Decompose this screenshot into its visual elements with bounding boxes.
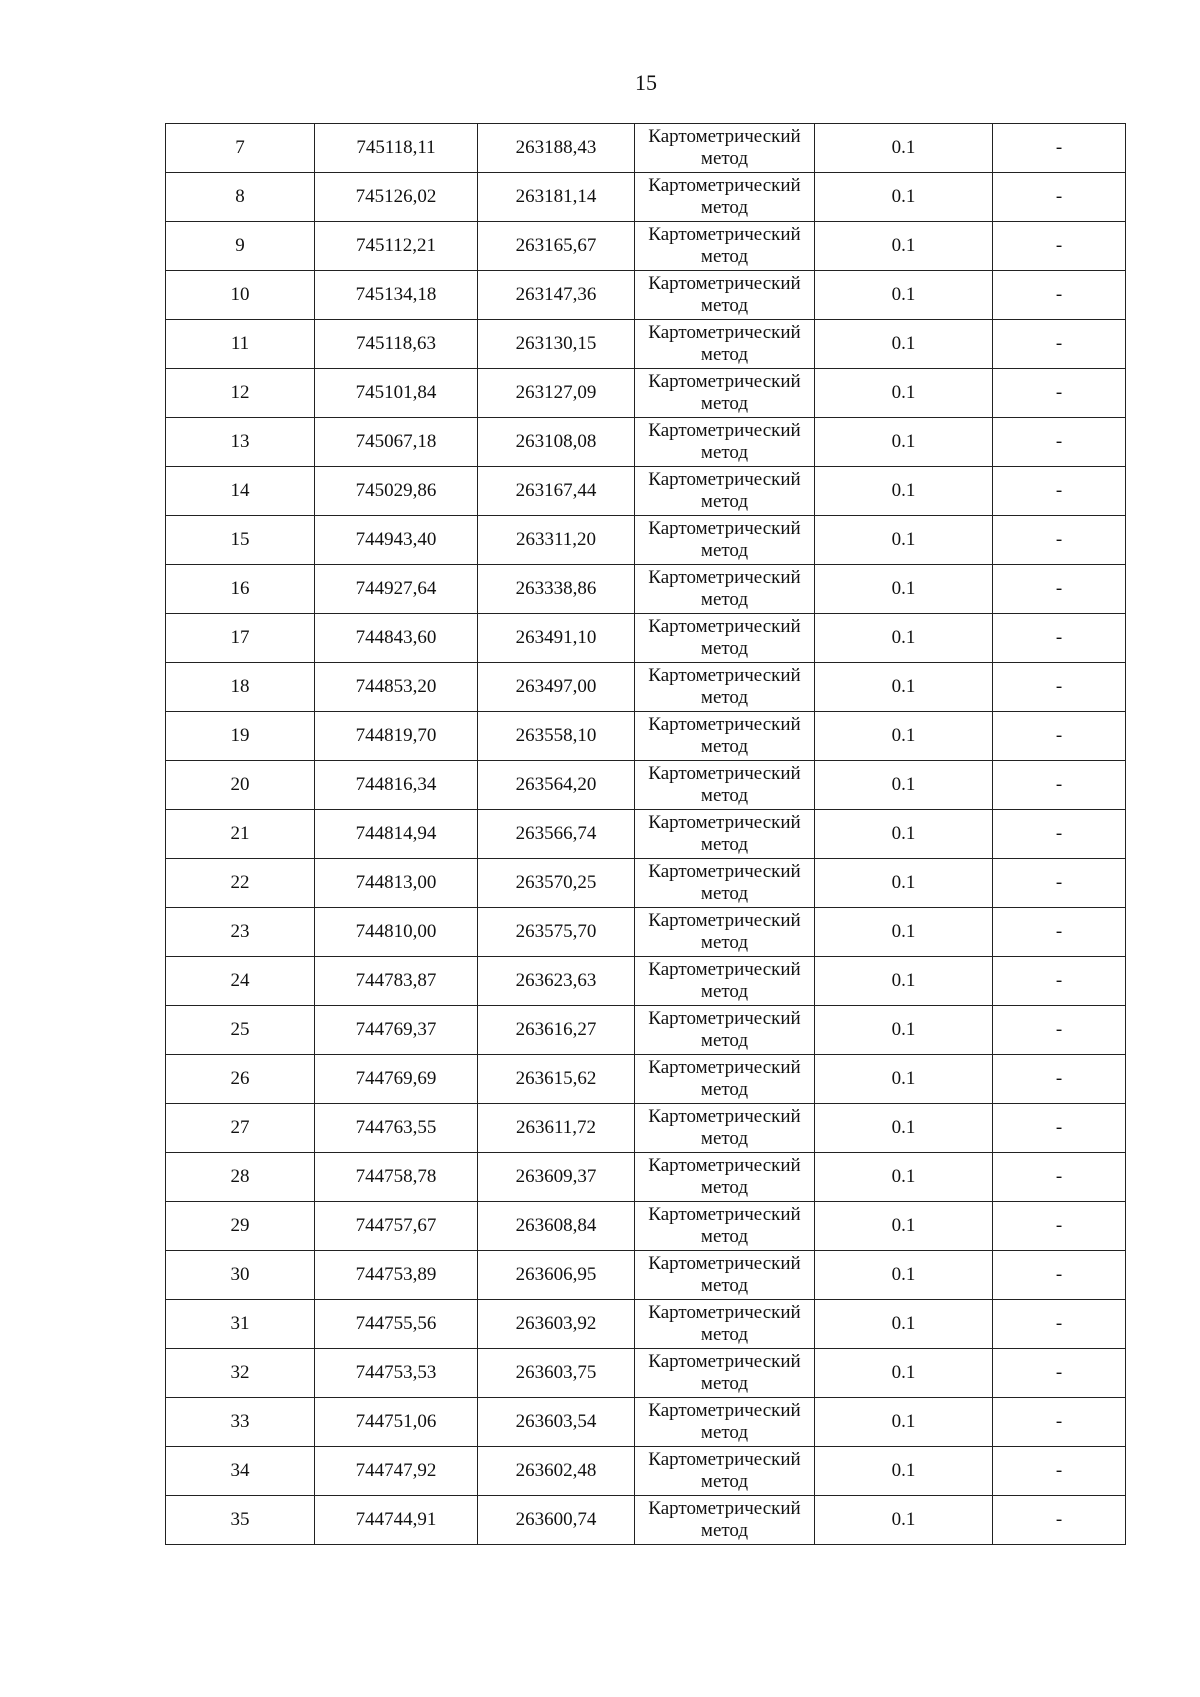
accuracy-cell: 0.1 — [815, 712, 993, 761]
method-line-2: метод — [700, 540, 749, 561]
point-number-cell — [166, 859, 315, 908]
description-cell: - — [993, 271, 1126, 320]
method-line-2: метод — [700, 197, 749, 218]
point-number-cell — [166, 418, 315, 467]
point-number: 29 — [230, 1215, 250, 1236]
table-row — [166, 1202, 1126, 1251]
method-cell — [635, 614, 815, 663]
x-coordinate-cell: 744758,78 — [315, 1153, 478, 1202]
point-number-cell — [166, 320, 315, 369]
y-coordinate-cell: 263181,14 — [478, 173, 635, 222]
table-row — [166, 1398, 1126, 1447]
method-line-2: метод — [700, 1373, 749, 1394]
y-coordinate-cell: 263608,84 — [478, 1202, 635, 1251]
x-coordinate-cell: 744751,06 — [315, 1398, 478, 1447]
accuracy-cell: 0.1 — [815, 1300, 993, 1349]
method-line-1: Картометрический — [648, 224, 801, 245]
accuracy-cell: 0.1 — [815, 957, 993, 1006]
method-line-1: Картометрический — [648, 1204, 801, 1225]
method-cell — [635, 1055, 815, 1104]
description-cell: - — [993, 516, 1126, 565]
x-coordinate-cell: 744927,64 — [315, 565, 478, 614]
description-cell: - — [993, 369, 1126, 418]
table-row — [166, 1006, 1126, 1055]
x-coordinate-cell: 744814,94 — [315, 810, 478, 859]
method-cell — [635, 516, 815, 565]
y-coordinate-cell: 263558,10 — [478, 712, 635, 761]
point-number: 35 — [230, 1509, 250, 1530]
method-line-2: метод — [700, 1226, 749, 1247]
y-coordinate-cell: 263570,25 — [478, 859, 635, 908]
table-row — [166, 173, 1126, 222]
coordinates-table — [165, 123, 1126, 1545]
method-line-2: метод — [700, 1079, 749, 1100]
accuracy-cell: 0.1 — [815, 663, 993, 712]
point-number-cell — [166, 1055, 315, 1104]
method-line-1: Картометрический — [648, 910, 801, 931]
method-line-1: Картометрический — [648, 1302, 801, 1323]
accuracy-cell: 0.1 — [815, 1496, 993, 1545]
point-number: 8 — [235, 186, 245, 207]
x-coordinate-cell: 744819,70 — [315, 712, 478, 761]
point-number: 25 — [230, 1019, 250, 1040]
point-number-cell — [166, 1398, 315, 1447]
method-cell — [635, 1447, 815, 1496]
method-line-2: метод — [700, 1471, 749, 1492]
accuracy-cell: 0.1 — [815, 1153, 993, 1202]
method-line-2: метод — [700, 981, 749, 1002]
method-line-1: Картометрический — [648, 1155, 801, 1176]
method-line-1: Картометрический — [648, 175, 801, 196]
method-line-1: Картометрический — [648, 420, 801, 441]
point-number: 10 — [230, 284, 250, 305]
point-number: 31 — [230, 1313, 250, 1334]
y-coordinate-cell: 263564,20 — [478, 761, 635, 810]
description-cell: - — [993, 1055, 1126, 1104]
y-coordinate-cell: 263165,67 — [478, 222, 635, 271]
point-number: 14 — [230, 480, 250, 501]
method-line-2: метод — [700, 1324, 749, 1345]
y-coordinate-cell: 263603,54 — [478, 1398, 635, 1447]
method-line-1: Картометрический — [648, 371, 801, 392]
point-number: 19 — [230, 725, 250, 746]
method-line-2: метод — [700, 246, 749, 267]
description-cell: - — [993, 222, 1126, 271]
method-line-1: Картометрический — [648, 1351, 801, 1372]
description-cell: - — [993, 173, 1126, 222]
accuracy-cell: 0.1 — [815, 1398, 993, 1447]
y-coordinate-cell: 263127,09 — [478, 369, 635, 418]
point-number-cell — [166, 173, 315, 222]
method-cell — [635, 957, 815, 1006]
accuracy-cell: 0.1 — [815, 1006, 993, 1055]
point-number: 21 — [230, 823, 250, 844]
method-cell — [635, 1104, 815, 1153]
method-line-2: метод — [700, 1520, 749, 1541]
method-line-2: метод — [700, 491, 749, 512]
x-coordinate-cell: 745118,11 — [315, 124, 478, 173]
point-number-cell — [166, 516, 315, 565]
accuracy-cell: 0.1 — [815, 516, 993, 565]
method-line-1: Картометрический — [648, 812, 801, 833]
method-line-2: метод — [700, 344, 749, 365]
y-coordinate-cell: 263338,86 — [478, 565, 635, 614]
y-coordinate-cell: 263606,95 — [478, 1251, 635, 1300]
y-coordinate-cell: 263497,00 — [478, 663, 635, 712]
point-number: 24 — [230, 970, 250, 991]
description-cell: - — [993, 1300, 1126, 1349]
point-number: 23 — [230, 921, 250, 942]
method-cell — [635, 1153, 815, 1202]
method-cell — [635, 1202, 815, 1251]
y-coordinate-cell: 263603,92 — [478, 1300, 635, 1349]
accuracy-cell: 0.1 — [815, 614, 993, 663]
method-cell — [635, 1349, 815, 1398]
x-coordinate-cell: 745101,84 — [315, 369, 478, 418]
table-row — [166, 614, 1126, 663]
accuracy-cell: 0.1 — [815, 1202, 993, 1251]
point-number: 20 — [230, 774, 250, 795]
accuracy-cell: 0.1 — [815, 369, 993, 418]
method-cell — [635, 1006, 815, 1055]
point-number: 11 — [230, 333, 250, 354]
table-row — [166, 418, 1126, 467]
method-cell — [635, 467, 815, 516]
method-cell — [635, 271, 815, 320]
accuracy-cell: 0.1 — [815, 1447, 993, 1496]
table-row — [166, 565, 1126, 614]
point-number: 22 — [230, 872, 250, 893]
table-row — [166, 369, 1126, 418]
accuracy-cell: 0.1 — [815, 810, 993, 859]
y-coordinate-cell: 263623,63 — [478, 957, 635, 1006]
method-cell — [635, 369, 815, 418]
accuracy-cell: 0.1 — [815, 320, 993, 369]
x-coordinate-cell: 745126,02 — [315, 173, 478, 222]
point-number-cell — [166, 467, 315, 516]
method-line-2: метод — [700, 1275, 749, 1296]
method-line-1: Картометрический — [648, 1106, 801, 1127]
point-number: 13 — [230, 431, 250, 452]
method-cell — [635, 173, 815, 222]
point-number-cell — [166, 565, 315, 614]
table-row — [166, 1300, 1126, 1349]
point-number-cell — [166, 1349, 315, 1398]
description-cell: - — [993, 1447, 1126, 1496]
x-coordinate-cell: 745067,18 — [315, 418, 478, 467]
accuracy-cell: 0.1 — [815, 1104, 993, 1153]
y-coordinate-cell: 263603,75 — [478, 1349, 635, 1398]
accuracy-cell: 0.1 — [815, 859, 993, 908]
method-line-1: Картометрический — [648, 861, 801, 882]
point-number-cell — [166, 908, 315, 957]
point-number-cell — [166, 1300, 315, 1349]
table-row — [166, 467, 1126, 516]
method-cell — [635, 222, 815, 271]
method-line-1: Картометрический — [648, 959, 801, 980]
y-coordinate-cell: 263616,27 — [478, 1006, 635, 1055]
x-coordinate-cell: 744753,53 — [315, 1349, 478, 1398]
method-line-1: Картометрический — [648, 1400, 801, 1421]
method-line-2: метод — [700, 638, 749, 659]
method-cell — [635, 761, 815, 810]
accuracy-cell: 0.1 — [815, 173, 993, 222]
x-coordinate-cell: 744816,34 — [315, 761, 478, 810]
y-coordinate-cell: 263491,10 — [478, 614, 635, 663]
x-coordinate-cell: 744757,67 — [315, 1202, 478, 1251]
accuracy-cell: 0.1 — [815, 565, 993, 614]
point-number-cell — [166, 1202, 315, 1251]
method-line-1: Картометрический — [648, 1057, 801, 1078]
description-cell: - — [993, 810, 1126, 859]
method-line-1: Картометрический — [648, 469, 801, 490]
y-coordinate-cell: 263575,70 — [478, 908, 635, 957]
description-cell: - — [993, 320, 1126, 369]
method-line-1: Картометрический — [648, 322, 801, 343]
method-cell — [635, 810, 815, 859]
point-number: 30 — [230, 1264, 250, 1285]
accuracy-cell: 0.1 — [815, 761, 993, 810]
point-number-cell — [166, 712, 315, 761]
point-number: 12 — [230, 382, 250, 403]
x-coordinate-cell: 744747,92 — [315, 1447, 478, 1496]
method-cell — [635, 1496, 815, 1545]
point-number-cell — [166, 957, 315, 1006]
table-row — [166, 320, 1126, 369]
point-number-cell — [166, 369, 315, 418]
point-number-cell — [166, 1153, 315, 1202]
point-number-cell — [166, 810, 315, 859]
point-number-cell — [166, 1496, 315, 1545]
y-coordinate-cell: 263566,74 — [478, 810, 635, 859]
method-cell — [635, 663, 815, 712]
x-coordinate-cell: 744943,40 — [315, 516, 478, 565]
point-number: 15 — [230, 529, 250, 550]
method-line-1: Картометрический — [648, 1253, 801, 1274]
accuracy-cell: 0.1 — [815, 222, 993, 271]
method-line-1: Картометрический — [648, 567, 801, 588]
y-coordinate-cell: 263615,62 — [478, 1055, 635, 1104]
table-row — [166, 1104, 1126, 1153]
x-coordinate-cell: 744810,00 — [315, 908, 478, 957]
point-number: 27 — [230, 1117, 250, 1138]
table-row — [166, 810, 1126, 859]
x-coordinate-cell: 744755,56 — [315, 1300, 478, 1349]
point-number: 18 — [230, 676, 250, 697]
table-row — [166, 222, 1126, 271]
method-line-2: метод — [700, 442, 749, 463]
point-number-cell — [166, 663, 315, 712]
method-line-2: метод — [700, 932, 749, 953]
description-cell: - — [993, 859, 1126, 908]
method-line-1: Картометрический — [648, 665, 801, 686]
accuracy-cell: 0.1 — [815, 271, 993, 320]
y-coordinate-cell: 263609,37 — [478, 1153, 635, 1202]
table-row — [166, 1251, 1126, 1300]
method-cell — [635, 1300, 815, 1349]
point-number-cell — [166, 1447, 315, 1496]
x-coordinate-cell: 744769,37 — [315, 1006, 478, 1055]
x-coordinate-cell: 744769,69 — [315, 1055, 478, 1104]
description-cell: - — [993, 1496, 1126, 1545]
method-line-2: метод — [700, 589, 749, 610]
y-coordinate-cell: 263147,36 — [478, 271, 635, 320]
table-row — [166, 1055, 1126, 1104]
method-line-2: метод — [700, 834, 749, 855]
description-cell: - — [993, 1006, 1126, 1055]
point-number-cell — [166, 1251, 315, 1300]
table-row — [166, 908, 1126, 957]
x-coordinate-cell: 744783,87 — [315, 957, 478, 1006]
accuracy-cell: 0.1 — [815, 908, 993, 957]
x-coordinate-cell: 745118,63 — [315, 320, 478, 369]
description-cell: - — [993, 565, 1126, 614]
method-cell — [635, 712, 815, 761]
table-row — [166, 859, 1126, 908]
method-line-1: Картометрический — [648, 1008, 801, 1029]
y-coordinate-cell: 263611,72 — [478, 1104, 635, 1153]
method-line-1: Картометрический — [648, 616, 801, 637]
point-number: 33 — [230, 1411, 250, 1432]
method-line-2: метод — [700, 1177, 749, 1198]
y-coordinate-cell: 263600,74 — [478, 1496, 635, 1545]
x-coordinate-cell: 744843,60 — [315, 614, 478, 663]
x-coordinate-cell: 745134,18 — [315, 271, 478, 320]
description-cell: - — [993, 663, 1126, 712]
table-row — [166, 124, 1126, 173]
point-number: 17 — [230, 627, 250, 648]
x-coordinate-cell: 745112,21 — [315, 222, 478, 271]
y-coordinate-cell: 263602,48 — [478, 1447, 635, 1496]
page-number: 15 — [635, 70, 657, 95]
method-cell — [635, 908, 815, 957]
description-cell: - — [993, 908, 1126, 957]
description-cell: - — [993, 124, 1126, 173]
method-line-2: метод — [700, 883, 749, 904]
table-row — [166, 516, 1126, 565]
accuracy-cell: 0.1 — [815, 467, 993, 516]
x-coordinate-cell: 744744,91 — [315, 1496, 478, 1545]
table-row — [166, 957, 1126, 1006]
method-line-2: метод — [700, 1422, 749, 1443]
description-cell: - — [993, 418, 1126, 467]
method-line-2: метод — [700, 393, 749, 414]
method-line-1: Картометрический — [648, 518, 801, 539]
accuracy-cell: 0.1 — [815, 1349, 993, 1398]
table-row — [166, 712, 1126, 761]
table-row — [166, 1496, 1126, 1545]
method-line-2: метод — [700, 687, 749, 708]
point-number-cell — [166, 1104, 315, 1153]
method-line-2: метод — [700, 1030, 749, 1051]
accuracy-cell: 0.1 — [815, 124, 993, 173]
description-cell: - — [993, 1349, 1126, 1398]
method-cell — [635, 1398, 815, 1447]
description-cell: - — [993, 1153, 1126, 1202]
method-line-2: метод — [700, 148, 749, 169]
x-coordinate-cell: 744753,89 — [315, 1251, 478, 1300]
y-coordinate-cell: 263130,15 — [478, 320, 635, 369]
method-line-2: метод — [700, 295, 749, 316]
method-line-1: Картометрический — [648, 1498, 801, 1519]
method-cell — [635, 124, 815, 173]
point-number-cell — [166, 761, 315, 810]
description-cell: - — [993, 761, 1126, 810]
description-cell: - — [993, 1202, 1126, 1251]
method-cell — [635, 859, 815, 908]
x-coordinate-cell: 744813,00 — [315, 859, 478, 908]
point-number: 9 — [235, 235, 245, 256]
description-cell: - — [993, 957, 1126, 1006]
x-coordinate-cell: 744763,55 — [315, 1104, 478, 1153]
point-number: 34 — [230, 1460, 250, 1481]
description-cell: - — [993, 467, 1126, 516]
method-line-1: Картометрический — [648, 763, 801, 784]
y-coordinate-cell: 263188,43 — [478, 124, 635, 173]
method-cell — [635, 320, 815, 369]
table-row — [166, 1153, 1126, 1202]
method-line-2: метод — [700, 736, 749, 757]
description-cell: - — [993, 614, 1126, 663]
accuracy-cell: 0.1 — [815, 1251, 993, 1300]
method-cell — [635, 1251, 815, 1300]
method-line-1: Картометрический — [648, 126, 801, 147]
description-cell: - — [993, 1251, 1126, 1300]
table-row — [166, 663, 1126, 712]
point-number: 26 — [230, 1068, 250, 1089]
y-coordinate-cell: 263108,08 — [478, 418, 635, 467]
description-cell: - — [993, 1104, 1126, 1153]
point-number: 32 — [230, 1362, 250, 1383]
point-number-cell — [166, 1006, 315, 1055]
table-row — [166, 271, 1126, 320]
method-line-2: метод — [700, 1128, 749, 1149]
point-number-cell — [166, 614, 315, 663]
y-coordinate-cell: 263167,44 — [478, 467, 635, 516]
method-cell — [635, 418, 815, 467]
point-number-cell — [166, 222, 315, 271]
x-coordinate-cell: 745029,86 — [315, 467, 478, 516]
table-row — [166, 1349, 1126, 1398]
method-line-1: Картометрический — [648, 714, 801, 735]
table-row — [166, 1447, 1126, 1496]
point-number-cell — [166, 271, 315, 320]
accuracy-cell: 0.1 — [815, 1055, 993, 1104]
method-line-1: Картометрический — [648, 1449, 801, 1470]
description-cell: - — [993, 712, 1126, 761]
y-coordinate-cell: 263311,20 — [478, 516, 635, 565]
point-number-cell — [166, 124, 315, 173]
method-cell — [635, 565, 815, 614]
description-cell: - — [993, 1398, 1126, 1447]
method-line-1: Картометрический — [648, 273, 801, 294]
table-row — [166, 761, 1126, 810]
table-body — [166, 124, 1126, 1545]
point-number: 7 — [235, 137, 245, 158]
accuracy-cell: 0.1 — [815, 418, 993, 467]
point-number: 16 — [230, 578, 250, 599]
method-line-2: метод — [700, 785, 749, 806]
point-number: 28 — [230, 1166, 250, 1187]
x-coordinate-cell: 744853,20 — [315, 663, 478, 712]
